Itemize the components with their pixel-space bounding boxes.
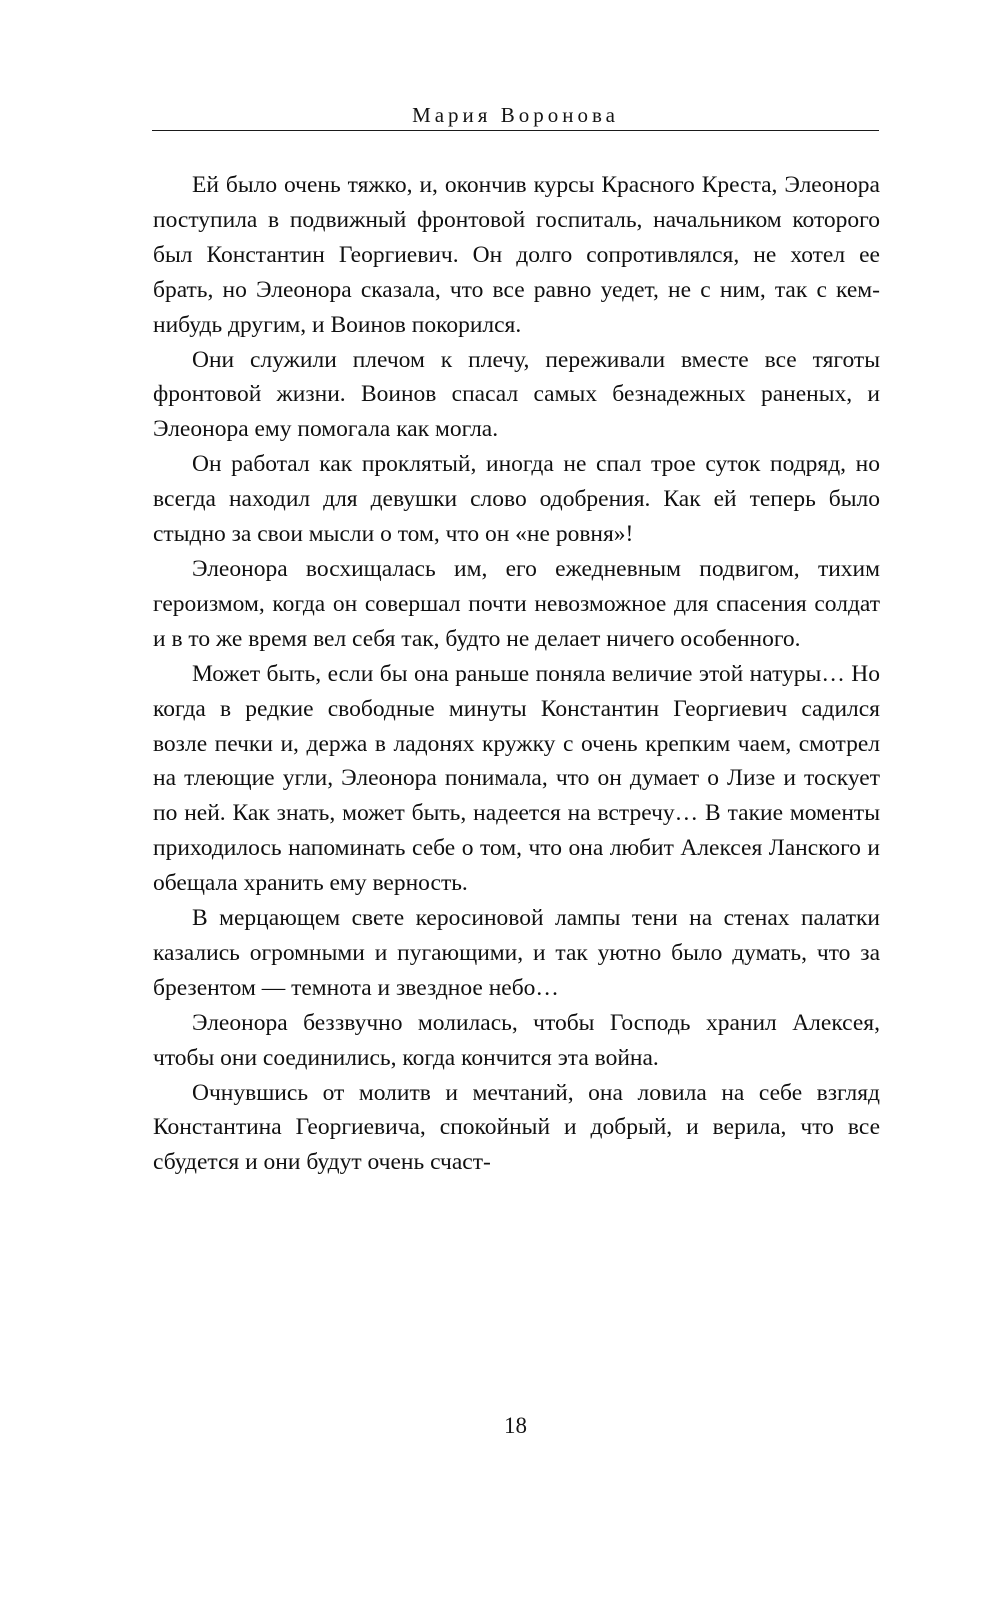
- body-text: [153, 168, 880, 1180]
- paragraph: Элеонора восхищалась им, его ежедневным подвигом, тихим героизмом, когда он совершал почти невозможное для спасения солдат и в то же время вел себя так, будто не делает ничего особенного.: [153, 555, 880, 652]
- paragraph: Может быть, если бы она раньше поняла величие этой натуры… Но когда в редкие свободные минуты Константин Георгиевич садился возле печки и, держа в ладонях кружку с очень крепким чаем, смотрел на тлеющие угли, Элеонора понимала, что он думает о Лизе и тоскует по ней. Как знать, может быть, надеется на встречу… В такие моменты приходилось напоминать себе о том, что она любит Алексея Ланского и обещала хранить ему верность.: [153, 660, 880, 897]
- paragraph: Очнувшись от молитв и мечтаний, она ловила на себе взгляд Константина Георгиевича, спокойный и добрый, и верила, что все сбудется и они будут очень счаст-: [153, 1079, 880, 1176]
- header-rule-divider: [152, 130, 879, 131]
- page-number: 18: [504, 1413, 527, 1438]
- paragraph: Ей было очень тяжко, и, окончив курсы Красного Креста, Элеонора поступила в подвижный фронтовой госпиталь, начальником которого был Константин Георгиевич. Он долго сопротивлялся, не хотел ее брать, но Элеонора сказала, что все равно уедет, не с ним, так с кем-нибудь другим, и Воинов покорился.: [153, 172, 880, 338]
- paragraph: В мерцающем свете керосиновой лампы тени на стенах палатки казались огромными и пугающими, и так уютно было думать, что за брезентом — темнота и звездное небо…: [153, 905, 880, 1001]
- paragraph: Элеонора беззвучно молилась, чтобы Господь хранил Алексея, чтобы они соединились, когда кончится эта война.: [153, 1009, 880, 1071]
- running-head-author: Мария Воронова: [412, 103, 619, 127]
- paragraph: Они служили плечом к плечу, переживали вместе все тяготы фронтовой жизни. Воинов спасал самых безнадежных раненых, и Элеонора ему помогала как могла.: [153, 346, 880, 443]
- paragraph: Он работал как проклятый, иногда не спал трое суток подряд, но всегда находил для девушки слово одобрения. Как ей теперь было стыдно за свои мысли о том, что он «не ровня»!: [153, 451, 880, 548]
